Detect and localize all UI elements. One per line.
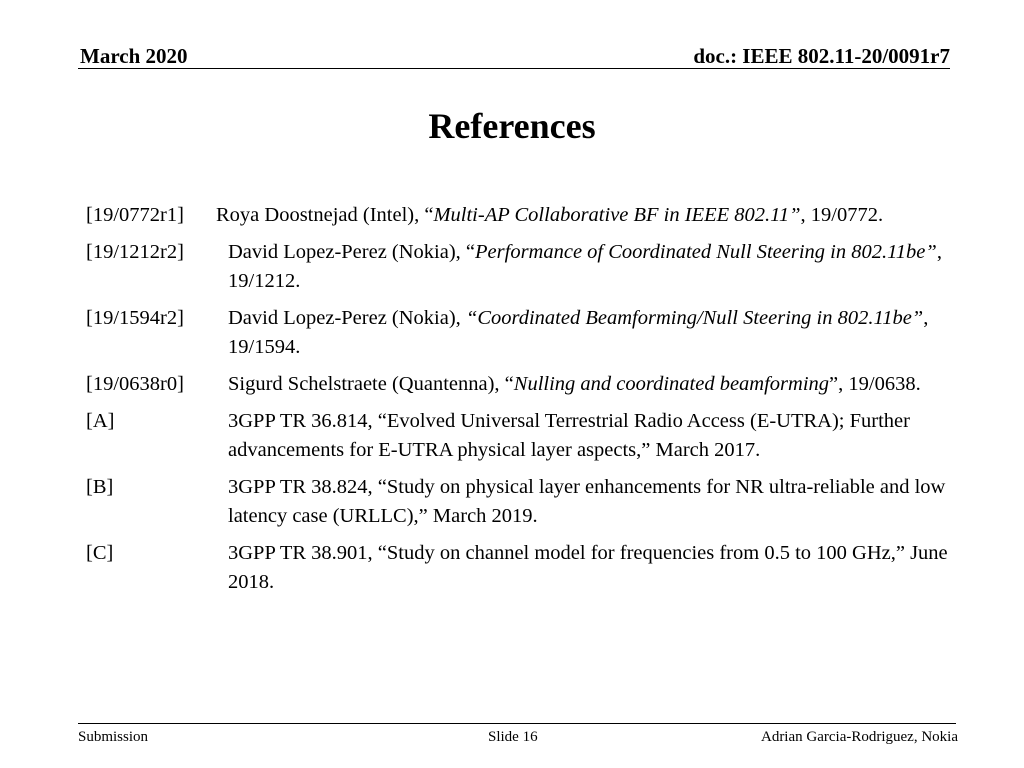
reference-tag: [19/1594r2] bbox=[86, 307, 184, 329]
reference-item bbox=[86, 407, 956, 465]
reference-title: Multi-AP Collaborative BF in IEEE 802.11” bbox=[433, 204, 801, 226]
reference-text: David Lopez-Perez (Nokia), “Performance of Coordinated Null Steering in 802.11be”, 19/1212. bbox=[228, 241, 942, 292]
reference-tag: [19/0772r1] bbox=[86, 204, 184, 226]
reference-text: 3GPP TR 38.901, “Study on channel model for frequencies from 0.5 to 100 GHz,” June 2018. bbox=[228, 542, 948, 593]
reference-text: 3GPP TR 36.814, “Evolved Universal Terrestrial Radio Access (E-UTRA); Further advancements for E-UTRA physical layer aspects,” March 2017. bbox=[228, 410, 910, 461]
reference-tag: [B] bbox=[86, 476, 114, 498]
header-date: March 2020 bbox=[80, 44, 188, 68]
reference-title: Performance of Coordinated Null Steering in 802.11be” bbox=[475, 241, 937, 263]
reference-tag: [19/1212r2] bbox=[86, 241, 184, 263]
reference-tag: [19/0638r0] bbox=[86, 373, 184, 395]
reference-item bbox=[86, 238, 956, 296]
reference-item bbox=[86, 201, 956, 230]
header-doc-id: doc.: IEEE 802.11-20/0091r7 bbox=[693, 44, 950, 68]
footer-divider bbox=[78, 723, 956, 724]
reference-item bbox=[86, 539, 956, 597]
reference-tag: [C] bbox=[86, 542, 114, 564]
header-divider bbox=[78, 68, 950, 69]
reference-item bbox=[86, 304, 956, 362]
slide-title: References bbox=[428, 106, 596, 146]
footer-author: Adrian Garcia-Rodriguez, Nokia bbox=[760, 729, 958, 745]
reference-title: Nulling and coordinated beamforming bbox=[513, 373, 830, 395]
reference-text: Sigurd Schelstraete (Quantenna), “Nulling and coordinated beamforming”, 19/0638. bbox=[228, 373, 921, 395]
reference-item bbox=[86, 370, 956, 399]
reference-text: 3GPP TR 38.824, “Study on physical layer enhancements for NR ultra-reliable and low latency case (URLLC),” March 2019. bbox=[228, 476, 946, 527]
footer-slide-number: Slide 16 bbox=[488, 729, 538, 745]
reference-tag: [A] bbox=[86, 410, 115, 432]
reference-list bbox=[86, 201, 956, 605]
footer-submission: Submission bbox=[78, 729, 149, 745]
reference-text: David Lopez-Perez (Nokia), “Coordinated Beamforming/Null Steering in 802.11be”, 19/1594. bbox=[228, 307, 929, 358]
reference-text: Roya Doostnejad (Intel), “Multi-AP Collaborative BF in IEEE 802.11”, 19/0772. bbox=[216, 204, 884, 226]
reference-title: “Coordinated Beamforming/Null Steering in 802.11be” bbox=[465, 307, 924, 329]
reference-item bbox=[86, 473, 956, 531]
